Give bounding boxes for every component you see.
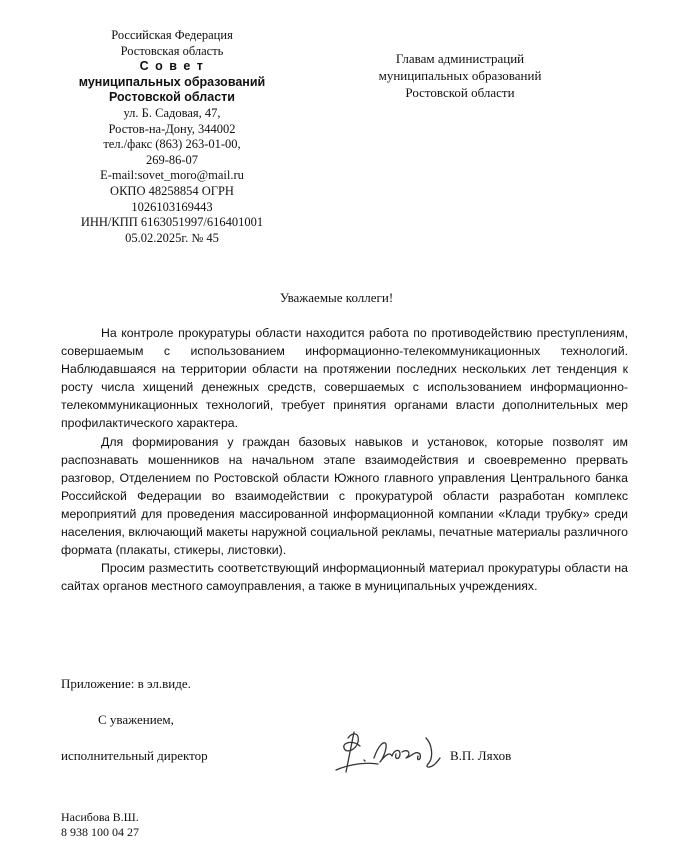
sender-ogrn: 1026103169443 xyxy=(131,199,213,214)
greeting: Уважаемые коллеги! xyxy=(279,290,394,305)
signatory-title: исполнительный директор xyxy=(61,748,208,763)
executor-block xyxy=(61,810,139,840)
sender-org-line2: муниципальных образований xyxy=(78,74,266,89)
letter-body xyxy=(61,324,628,595)
sender-phone1: тел./факс (863) 263-01-00, xyxy=(103,137,241,152)
sender-address1: ул. Б. Садовая, 47, xyxy=(123,105,221,120)
addressee-block xyxy=(330,50,590,101)
sender-region: Ростовская область xyxy=(120,43,224,58)
handwritten-signature xyxy=(330,720,445,780)
sender-org-line3: Ростовской области xyxy=(109,90,235,105)
sender-okpo: ОКПО 48258854 ОГРН xyxy=(110,183,234,198)
appendix-note: Приложение: в эл.виде. xyxy=(61,676,191,691)
sender-email: E-mail:sovet_moro@mail.ru xyxy=(100,168,244,183)
body-paragraph-2: Для формирования у граждан базовых навыков и установок, которые позволят им распознавать мошенников на начальном этапе взаимодействия и своевременно прервать разговор, Отделением по Ростовской области Южного главного управления Центрального банка Российской Федерации во взаимодействии с прокуратурой области разработан комплекс мероприятий для проведения массированной информационной компании «Клади трубку» среди населения, включающий макеты наружной социальной рекламы, печатные материалы различного формата (плакаты, стикеры, листовки). xyxy=(61,434,628,558)
sender-phone2: 269-86-07 xyxy=(145,152,199,167)
addressee-line1: Главам администраций xyxy=(395,51,525,66)
body-paragraph-1: На контроле прокуратуры области находится работа по противодействию преступлениям, совершаемым с использованием информационно-телекоммуникационных технологий. Наблюдавшаяся на территории области на протяжении последних нескольких лет тенденция к росту числа хищений денежных средств, совершаемых с использованием информационно-телекоммуникационных технологий, требует принятия органами власти дополнительных мер профилактического характера. xyxy=(61,326,628,431)
executor-phone: 8 938 100 04 27 xyxy=(61,825,139,839)
signatory-name: В.П. Ляхов xyxy=(450,748,512,763)
sender-block xyxy=(56,28,288,246)
body-paragraph-3: Просим разместить соответствующий информационный материал прокуратуры области на сайтах органов местного самоуправления, а также в муниципальных учреждениях. xyxy=(61,561,628,594)
sender-date-number: 05.02.2025г. № 45 xyxy=(125,230,219,245)
sender-inn: ИНН/КПП 6163051997/616401001 xyxy=(80,215,264,230)
closing-regards: С уважением, xyxy=(98,712,174,727)
addressee-line3: Ростовской области xyxy=(405,85,515,100)
sender-address2: Ростов-на-Дону, 344002 xyxy=(108,121,236,136)
sender-org-line1: С о в е т xyxy=(139,59,205,74)
executor-name: Насибова В.Ш. xyxy=(61,810,139,824)
sender-country: Российская Федерация xyxy=(111,28,233,42)
addressee-line2: муниципальных образований xyxy=(378,68,542,83)
